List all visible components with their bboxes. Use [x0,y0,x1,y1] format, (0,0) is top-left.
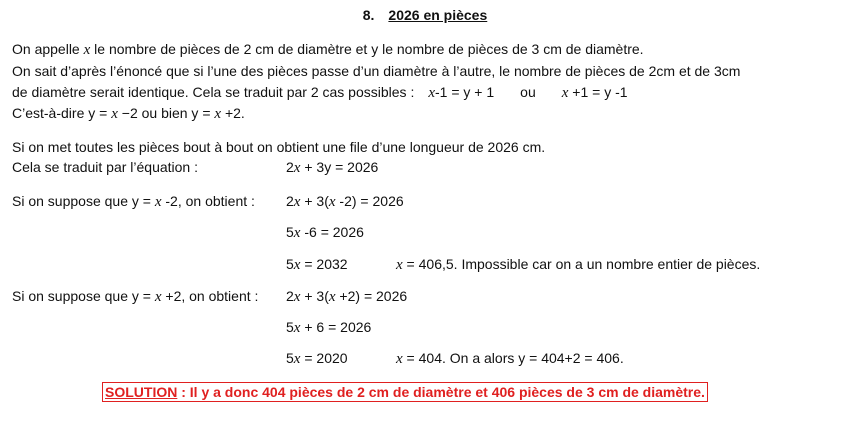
solution-text: : Il y a donc 404 pièces de 2 cm de diamètre et 406 pièces de 3 cm de diamètre. [177,384,705,400]
definition-line-3: de diamètre serait identique. Cela se traduit par 2 cas possibles : x-1 = y + 1 ou x +1 = y -1 [12,84,628,101]
exercise-number: 8. [362,7,375,23]
definition-line-4: C’est-à-dire y = x −2 ou bien y = x +2. [12,105,245,122]
case2-intro: Si on suppose que y = x +2, on obtient : [12,288,259,305]
main-equation: 2x + 3y = 2026 [286,159,379,176]
ou-word: ou [520,84,536,100]
case2-equation-3: 5x = 2020 [286,350,348,367]
definition-line-1: On appelle x le nombre de pièces de 2 cm de diamètre et y le nombre de pièces de 3 cm de diamètre. [12,41,644,58]
definition-line-2: On sait d’après l’énoncé que si l’une des pièces passe d’un diamètre à l’autre, le nombre de pièces de 2cm et de 3cm [12,63,741,79]
case2-equation-2: 5x + 6 = 2026 [286,319,372,336]
solution-label: SOLUTION [105,384,178,400]
case2-result: x = 404. On a alors y = 404+2 = 406. [396,350,624,367]
exercise-title-text: 2026 en pièces [388,7,488,23]
solution-box [102,382,708,402]
case1-intro: Si on suppose que y = x -2, on obtient : [12,193,255,210]
case1-equation-1: 2x + 3(x -2) = 2026 [286,193,404,210]
case1-equation-3: 5x = 2032 [286,256,348,273]
length-line-2: Cela se traduit par l’équation : [12,159,198,175]
length-line-1: Si on met toutes les pièces bout à bout on obtient une file d’une longueur de 2026 cm. [12,139,546,155]
case1-result: x = 406,5. Impossible car on a un nombre entier de pièces. [396,256,761,273]
exercise-title [0,6,850,24]
case1-equation-2: 5x -6 = 2026 [286,224,364,241]
case2-equation-1: 2x + 3(x +2) = 2026 [286,288,408,305]
